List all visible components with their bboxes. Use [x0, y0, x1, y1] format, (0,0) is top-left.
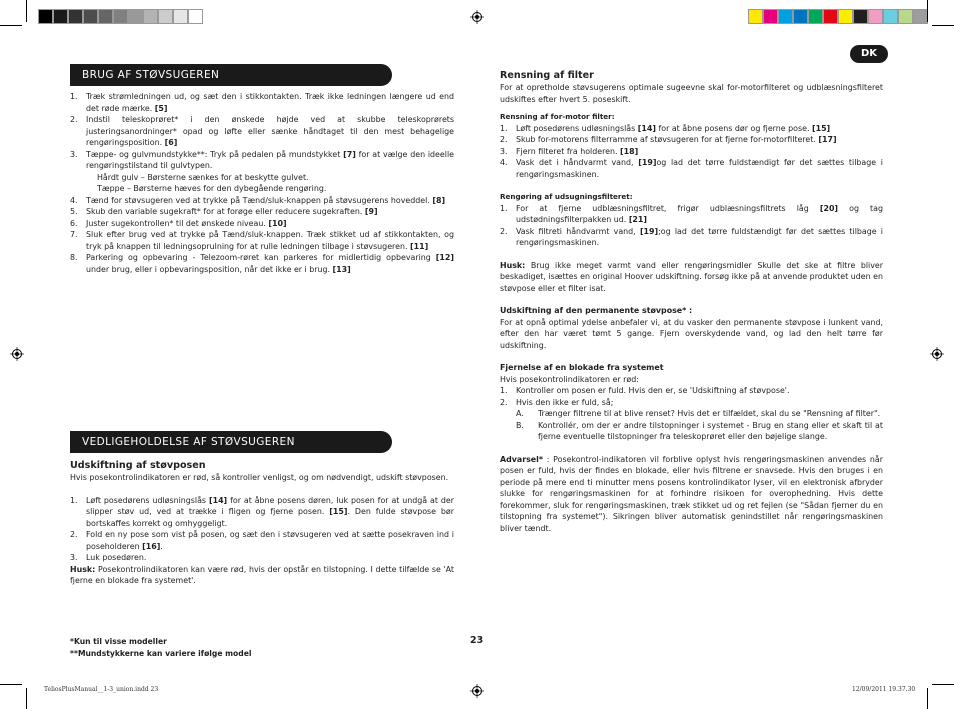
- filter-intro: For at opretholde støvsugerens optimale sugeevne skal for-motorfilteret og udblæsningsfilteret udskiftes efter hvert 5. poseskift.: [500, 83, 883, 104]
- crop-mark: [26, 0, 27, 22]
- crop-mark: [927, 0, 928, 22]
- swatch: [53, 9, 68, 24]
- perm-title: Udskiftning af den permanente støvpose* :: [500, 306, 693, 315]
- swatch: [158, 9, 173, 24]
- usage-steps: [70, 91, 454, 275]
- crop-mark: [26, 688, 27, 709]
- swatch: [763, 9, 778, 24]
- block-intro: Hvis posekontrolindikatoren er rød:: [500, 374, 639, 384]
- crop-mark: [932, 25, 954, 26]
- list-item: 3. Tæppe- og gulvmundstykke**: Tryk på pedalen på mundstykket [7] for at vælge den ideelle rengøringstilstand til gulvtypen.: [70, 149, 454, 170]
- slug-file: TeliosPlusManual__1-3_union.indd 23: [44, 686, 159, 693]
- list-item: 3. Fjern filteret fra holderen. [18]: [500, 146, 639, 156]
- list-item: 8. Parkering og opbevaring - Telezoom-røret kan parkeres for midlertidig opbevaring [12] under brug, eller i opbevaringsposition, når det ikke er i brug. [13]: [70, 253, 454, 274]
- perm-text: For at opnå optimal ydelse anbefaler vi, at du vasker den permanente støvpose i lunkent vand, efter den har været tømt 5 gange. Fjern overskydende vand, og lad den helt tørre før udskiftning.: [500, 317, 883, 350]
- swatch: [113, 9, 128, 24]
- swatch: [748, 9, 763, 24]
- list-item: 4. Tænd for støvsugeren ved at trykke på Tænd/sluk-knappen på støvsugerens hoveddel. [8]: [70, 195, 446, 205]
- swatch: [823, 9, 838, 24]
- swatch: [188, 9, 203, 24]
- bag-section: [70, 459, 454, 587]
- section-header-maintenance: VEDLIGEHOLDELSE AF STØVSUGEREN: [70, 431, 392, 453]
- list-item: 5. Skub den variable sugekraft* for at forøge eller reducere sugekraften. [9]: [70, 207, 378, 216]
- list-item: 2. Indstil teleskoprøret* i den ønskede højde ved at skubbe teleskoprørets justeringsanordninger* opad og løfte eller sænke håndtaget til den mest behagelige rengøringsposition. [6]: [70, 115, 454, 147]
- exhaust-title: Rengøring af udsugningsfilteret:: [500, 192, 633, 201]
- section-header-usage: BRUG AF STØVSUGEREN: [70, 64, 392, 86]
- registration-mark-icon: [470, 10, 484, 24]
- block-title: Fjernelse af en blokade fra systemet: [500, 363, 664, 372]
- list-item: 1. Træk strømledningen ud, og sæt den i stikkontakten. Træk ikke ledningen længere ud end det røde mærke. [5]: [70, 92, 454, 113]
- crop-mark: [932, 684, 954, 685]
- swatch: [173, 9, 188, 24]
- list-item: 2. Skub for-motorens filterramme af støvsugeren for at fjerne for-motorfilteret. [17]: [500, 135, 837, 144]
- color-bar: [748, 9, 928, 24]
- list-item: 7. Sluk efter brug ved at trykke på Tænd/sluk-knappen. Træk stikket ud af stikkontakten, og tryk på knappen til ledningsoprulning for at rulle ledningen tilbage i støvsugeren. [11]: [70, 230, 454, 251]
- registration-mark-icon: [930, 347, 944, 361]
- bag-intro: Hvis posekontrolindikatoren er rød, så kontroller venligst, og om nødvendigt, udskift støvposen.: [70, 473, 449, 482]
- swatch: [913, 9, 928, 24]
- swatch: [68, 9, 83, 24]
- greyscale-bar: [38, 9, 203, 24]
- swatch: [83, 9, 98, 24]
- swatch: [898, 9, 913, 24]
- list-item: A. Trænger filtrene til at blive renset? Hvis det er tilfældet, skal du se "Rensning af filter".: [516, 409, 881, 418]
- floor-carpet-text: Tæppe – Børsterne hæves for den dybegående rengøring.: [97, 184, 327, 193]
- list-item: 2. Fold en ny pose som vist på posen, og sæt den i støvsugeren ved at sætte posekraven ind i poseholderen [16].: [70, 530, 454, 551]
- list-item: 1. For at fjerne udblæsningsfiltret, frigør udblæsningsfiltrets låg [20] og tag udstødningsfilterpakken ud. [21]: [500, 203, 883, 224]
- floor-hard-text: Hårdt gulv – Børsterne sænkes for at beskytte gulvet.: [97, 172, 309, 182]
- list-item: 1. Kontroller om posen er fuld. Hvis den er, se 'Udskiftning af støvpose'.: [500, 386, 790, 395]
- list-item: 2. Hvis den ikke er fuld, så;: [500, 397, 614, 407]
- swatch: [793, 9, 808, 24]
- swatch: [38, 9, 53, 24]
- remember-note: Husk: Brug ikke meget varmt vand eller rengøringsmidler Skulle det ske at filtre bliver beskadiget, isættes en original Hoover udskiftning. forsøg ikke på at anvende produktet uden en støvpose eller et filter isat.: [500, 260, 883, 293]
- list-item: 3. Luk posedøren.: [70, 553, 147, 562]
- swatch: [143, 9, 158, 24]
- bag-title: Udskiftning af støvposen: [70, 460, 206, 471]
- list-item: 4. Vask det i håndvarmt vand, [19]og lad det tørre fuldstændigt før det sættes tilbage i rengøringsmaskinen.: [500, 158, 884, 179]
- list-item: 1. Løft posedørens udløsningslås [14] for at åbne posens dør og fjerne pose. [15]: [500, 123, 831, 133]
- crop-mark: [0, 25, 22, 26]
- list-item: B. Kontrollér, om der er andre tilstopninger i systemet - Brug en stang eller et skaft til at fjerne eventuelle tilstopninger fra teleskoprøret eller den bøjelige slange.: [516, 420, 883, 441]
- registration-mark-icon: [10, 347, 24, 361]
- right-column: [500, 69, 883, 534]
- swatch: [838, 9, 853, 24]
- list-item: 2. Vask filtreti håndvarmt vand, [19];og lad det tørre fuldstændigt før det sættes tilbage i rengøringsmaskinen.: [500, 226, 884, 247]
- crop-mark: [927, 688, 928, 709]
- swatch: [808, 9, 823, 24]
- swatch: [868, 9, 883, 24]
- bag-hint: Husk: Posekontrolindikatoren kan være rød, hvis der opstår en tilstopning. I dette tilfælde se 'At fjerne en blokade fra systemet'.: [70, 564, 454, 585]
- registration-mark-icon: [470, 684, 484, 698]
- footnote: *Kun til visse modeller: [70, 637, 167, 646]
- footnotes: [70, 636, 454, 659]
- list-item: 1. Løft posedørens udløsningslås [14] for at åbne posens døren, luk posen for at undgå at der slipper støv ud, ved at trække i fligen og fjerne posen. [15]. Den fulde støvpose bør bortskaffes korrekt og omhyggeligt.: [70, 495, 454, 528]
- language-badge: DK: [850, 45, 888, 63]
- slug-date: 12/09/2011 19.37.30: [852, 686, 916, 693]
- page-number: 23: [470, 635, 484, 646]
- footnote: **Mundstykkerne kan variere ifølge model: [70, 648, 252, 658]
- swatch: [778, 9, 793, 24]
- premotor-title: Rensning af for-motor filter:: [500, 112, 615, 121]
- swatch: [128, 9, 143, 24]
- swatch: [98, 9, 113, 24]
- list-item: 6. Juster sugekontrollen* til det ønskede niveau. [10]: [70, 218, 287, 228]
- swatch: [853, 9, 868, 24]
- swatch: [883, 9, 898, 24]
- warning-note: Advarsel* : Posekontrol-indikatoren vil forblive oplyst hvis rengøringsmaskinen anvendes når posen er fuld, hvis der findes en blokade, eller hvis filtrene er snavsede. Hvis den bruges i en periode på mere end ti minutter mens posens kontrolindikator lyser, vil en elektronisk afbryder slukke for rengøringsmaskinen for at forhindre risikoen for overophedning. Hvis dette forekommer, sluk for rengøringsmaskinen, træk stikket ud og ret fejlen (se "Sådan fjerner du en tilstopning fra systemet"). Sikringen bliver automatisk genindstillet når rengøringsmaskinen bliver tændt.: [500, 454, 883, 533]
- crop-mark: [0, 684, 22, 685]
- filter-title: Rensning af filter: [500, 70, 594, 81]
